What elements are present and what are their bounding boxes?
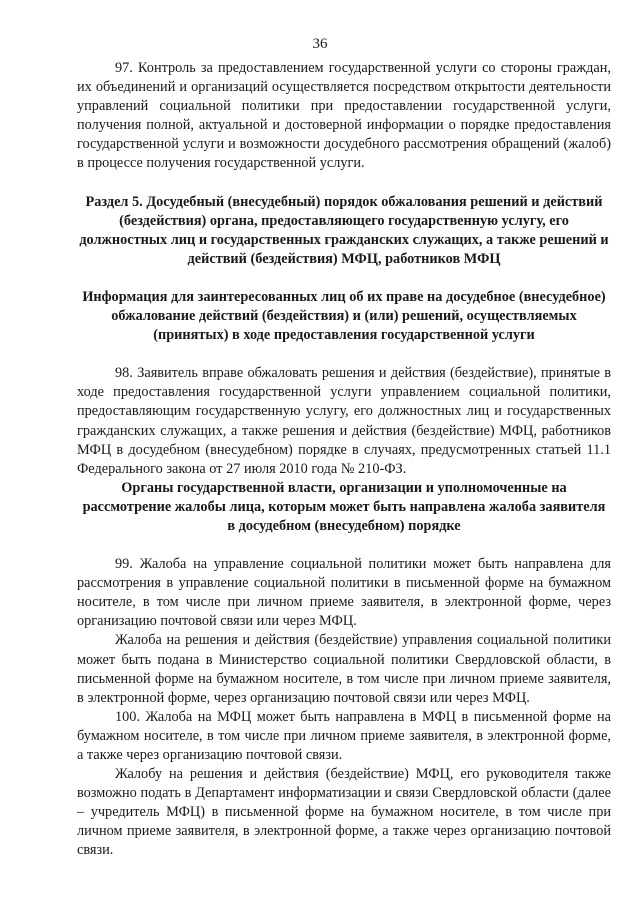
paragraph-99-continued: Жалоба на решения и действия (бездействие) управления социальной политики может быть подана в Министерство социальной политики Свердловской области, в письменной форме на бумажном носителе, в том числе при личном приеме заявителя, в электронной форме, через организацию почтовой связи или через МФЦ.	[77, 632, 611, 706]
paragraph-97: 97. Контроль за предоставлением государственной услуги со стороны граждан, их объединений и организаций осуществляется посредством открытости деятельности управлений социальной политики при предоставлении государственной услуги, получения полной, актуальной и достоверной информации о порядке предоставления государственной услуги и возможности досудебного рассмотрения обращений (жалоб) в процессе получения государственной услуги.	[77, 60, 611, 172]
document-body	[77, 59, 611, 861]
info-heading: Информация для заинтересованных лиц об их праве на досудебное (внесудебное) обжалование действий (бездействия) и (или) решений, осуществляемых (принятых) в ходе предоставления государственной услуги	[82, 288, 606, 344]
page-number: 36	[312, 36, 328, 52]
paragraph-100-continued: Жалобу на решения и действия (бездействие) МФЦ, его руководителя также возможно подать в Департамент информатизации и связи Свердловской области (далее – учредитель МФЦ) в письменной форме на бумажном носителе, в том числе при личном приеме заявителя, в электронной форме, а также через организацию почтовой связи.	[77, 766, 611, 859]
organs-heading: Органы государственной власти, организации и уполномоченные на рассмотрение жалобы лица, которым может быть направлена жалоба заявителя в досудебном (внесудебном) порядке	[82, 479, 606, 534]
paragraph-100: 100. Жалоба на МФЦ может быть направлена в МФЦ в письменной форме на бумажном носителе, в том числе при личном приеме заявителя, в электронной форме, а также через организацию почтовой связи.	[77, 708, 611, 763]
paragraph-99: 99. Жалоба на управление социальной политики может быть направлена для рассмотрения в управление социальной политики в письменной форме на бумажном носителе, в том числе при личном приеме заявителя, в электронной форме, через организацию почтовой связи или через МФЦ.	[77, 556, 611, 630]
paragraph-98: 98. Заявитель вправе обжаловать решения и действия (бездействие), принятые в ходе предоставления государственной услуги управлением социальной политики, предоставляющим государственную услугу, его должностных лиц и государственных гражданских служащих, а также решения и действия (бездействие) МФЦ, работников МФЦ в досудебном (внесудебном) порядке в случаях, предусмотренных статьей 11.1 Федерального закона от 27 июля 2010 года № 210-ФЗ.	[77, 365, 611, 477]
section-5-heading: Раздел 5. Досудебный (внесудебный) порядок обжалования решений и действий (бездействия) органа, предоставляющего государственную услугу, его должностных лиц и государственных гражданских служащих, а также решений и действий (бездействия) МФЦ, работников МФЦ	[79, 193, 609, 267]
